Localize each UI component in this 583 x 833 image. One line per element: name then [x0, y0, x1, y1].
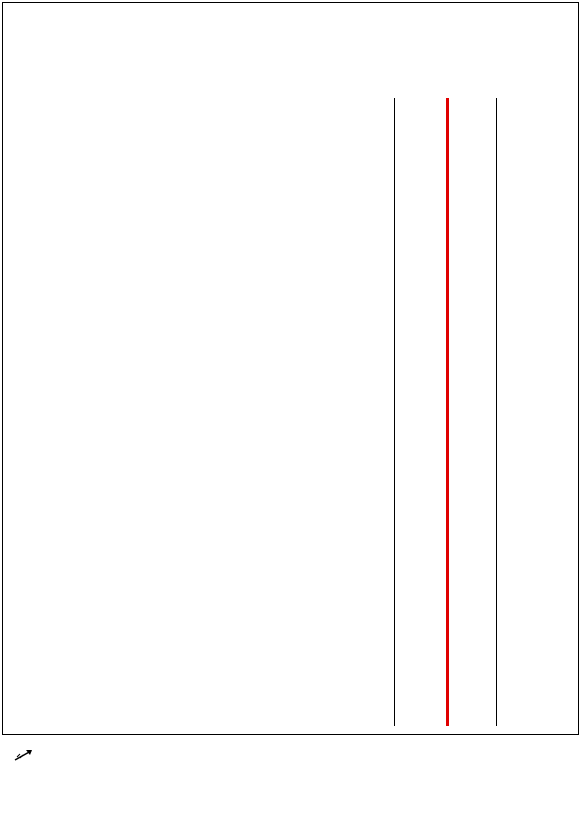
extreme-weather-icon — [14, 748, 34, 767]
temp-area-left-border — [394, 98, 395, 726]
calendar-frame — [2, 2, 579, 735]
zero-degree-line — [446, 98, 449, 726]
temp-area-right-border — [496, 98, 497, 726]
